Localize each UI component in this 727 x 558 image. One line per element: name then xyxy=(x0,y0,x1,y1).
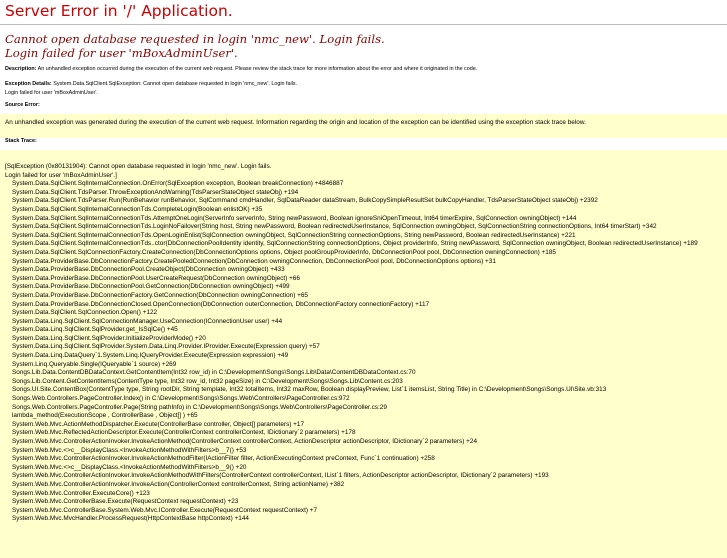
stack-trace-frame: lambda_method(ExecutionScope , ControllerBase , Object[] ) +65 xyxy=(12,412,198,420)
description-text: An unhandled exception occurred during the execution of the current web request. Please review the stack trace for more information about the error and where it originated in the code. xyxy=(37,66,478,72)
stack-trace-frame: System.Data.Linq.SqlClient.SqlProvider.get_IsSqlCe() +45 xyxy=(12,326,178,334)
stack-trace-frame: System.Web.Mvc.Controller.ExecuteCore() +123 xyxy=(12,489,150,497)
stack-trace-frame: System.Data.ProviderBase.DbConnectionFactory.CreatePooledConnection(DbConnection owningConnection, DbConnectionPool pool, DbConnectionOptions options) +31 xyxy=(12,257,496,265)
stack-trace-frame: System.Data.ProviderBase.DbConnectionPool.GetConnection(DbConnection owningObject) +499 xyxy=(12,283,290,291)
stack-trace-frame: System.Web.Mvc.ControllerBase.Execute(RequestContext requestContext) +23 xyxy=(12,498,239,506)
stack-trace-frame: System.Web.Mvc.ControllerActionInvoker.InvokeActionMethod(ControllerContext controllerContext, ActionDescriptor actionDescriptor, IDictionary`2 parameters) +24 xyxy=(12,438,477,445)
exception-details-label: Exception Details: xyxy=(5,81,52,87)
description-section xyxy=(5,65,477,74)
stack-trace-label: Stack Trace: xyxy=(5,138,37,144)
stack-trace-frame: System.Data.Linq.SqlClient.SqlProvider.System.Data.Linq.Provider.IProvider.Execute(Expression query) +57 xyxy=(12,343,320,351)
stack-trace-frame: System.Data.Linq.DataQuery`1.System.Linq.IQueryProvider.Execute(Expression expression) +49 xyxy=(12,352,289,360)
stack-trace-section xyxy=(5,137,37,146)
stack-trace-frame: System.Web.Mvc.<>c__DisplayClass.<InvokeActionMethodWithFilters>b__7() +53 xyxy=(12,446,247,454)
stack-trace-box xyxy=(0,150,727,558)
stack-trace-frame: System.Data.SqlClient.SqlInternalConnectionTds.LoginNoFailover(String host, String newPassword, Boolean redirectedUserInstance, SqlConnection owningObject, SqlConnectionString connectionOptions, Int64 timerStart) +342 xyxy=(12,223,657,231)
stack-trace-frame: System.Data.SqlClient.SqlInternalConnectionTds.OpenLoginEnlist(SqlConnection owningObject, SqlConnectionString connectionOptions, String newPassword, Boolean redirectedUserInstance) +221 xyxy=(12,231,576,239)
stack-trace-frame: System.Data.ProviderBase.DbConnectionPool.UserCreateRequest(DbConnection owningObject) +66 xyxy=(12,274,300,282)
stack-trace-frame: Songs.Lib.Data.ContentDBDataContext.GetContentItem(Int32 row_id) in C:\Development\Songs\Songs.Lib\Data\ContentDBDataContext.cs:70 xyxy=(12,369,416,377)
stack-trace-frame: System.Web.Mvc.MvcHandler.ProcessRequest(HttpContextBase httpContext) +144 xyxy=(12,515,249,523)
stack-trace-frame: System.Data.SqlClient.SqlConnection.Open() +122 xyxy=(12,309,158,317)
source-error-box xyxy=(0,114,727,138)
error-message xyxy=(5,33,385,60)
stack-trace-frame: System.Data.SqlClient.SqlInternalConnectionTds.CompleteLogin(Boolean enlistOK) +35 xyxy=(12,205,263,213)
stack-trace-frame: Songs.Web.Controllers.PageController.Index() in C:\Development\Songs\Songs.Web\Controllers\PageController.cs:972 xyxy=(12,395,350,403)
source-error-section xyxy=(5,101,40,110)
stack-trace-frame: System.Data.Linq.SqlClient.SqlProvider.InitializeProviderMode() +20 xyxy=(12,334,206,342)
stack-trace-frame: System.Web.Mvc.ControllerActionInvoker.InvokeAction(ControllerContext controllerContext, String actionName) +382 xyxy=(12,480,345,488)
stack-trace-frame: System.Web.Mvc.ReflectedActionDescriptor.Execute(ControllerContext controllerContext, IDictionary`2 parameters) +178 xyxy=(12,429,356,437)
stack-trace-frame: System.Data.SqlClient.SqlInternalConnectionTds..ctor(DbConnectionPoolIdentity identity, SqlConnectionString connectionOptions, Object providerInfo, String newPassword, SqlConnection owningObject, Boolean redirectedUserInstance) +189 xyxy=(12,240,698,248)
stack-trace-frame: System.Data.Linq.SqlClient.SqlConnectionManager.UseConnection(IConnectionUser user) +44 xyxy=(12,317,283,325)
stack-trace-frame: System.Data.SqlClient.SqlInternalConnection.OnError(SqlException exception, Boolean breakConnection) +4846887 xyxy=(12,180,344,188)
stack-trace-frame: System.Data.SqlClient.SqlInternalConnectionTds.AttemptOneLogin(ServerInfo serverInfo, String newPassword, Boolean ignoreSniOpenTimeout, Int64 timerExpire, SqlConnection owningObject) +144 xyxy=(12,214,577,222)
exception-details-text: System.Data.SqlClient.SqlException: Cannot open database requested in login 'nmc_new'. Login fails. xyxy=(53,81,298,87)
title-divider xyxy=(0,24,727,25)
exception-details-text: Login failed for user 'mBoxAdminUser'. xyxy=(5,89,98,96)
stack-trace-frame: System.Web.Mvc.ControllerBase.System.Web.Mvc.IController.Execute(RequestContext requestContext) +7 xyxy=(12,506,318,514)
stack-trace-frame: System.Web.Mvc.ControllerActionInvoker.InvokeActionMethodWithFilters(ControllerContext controllerContext, IList`1 filters, ActionDescriptor actionDescriptor, IDictionary`2 parameters) +193 xyxy=(12,472,549,480)
description-label: Description: xyxy=(5,66,37,72)
stack-trace-frame: System.Data.ProviderBase.DbConnectionPool.CreateObject(DbConnection owningObject) +433 xyxy=(12,266,285,274)
stack-trace-frame: Songs.Lib.Content.GetContentItems(ContentType type, Int32 row_id, Int32 pageSize) in C:\Development\Songs\Songs.Lib\Content.cs:203 xyxy=(12,377,403,385)
stack-trace-frame: System.Linq.Queryable.Single(IQueryable`1 source) +269 xyxy=(12,360,177,368)
stack-trace-frame: System.Data.ProviderBase.DbConnectionFactory.GetConnection(DbConnection owningConnection) +65 xyxy=(12,291,308,299)
stack-trace-frame: System.Data.SqlClient.TdsParser.Run(RunBehavior runBehavior, SqlCommand cmdHandler, SqlDataReader dataStream, BulkCopySimpleResultSet bulkCopyHandler, TdsParserStateObject stateObj) +2392 xyxy=(12,197,598,205)
stack-trace-frame: System.Data.ProviderBase.DbConnectionClosed.OpenConnection(DbConnection outerConnection, DbConnectionFactory connectionFactory) +117 xyxy=(12,300,430,308)
stack-trace-header-line: Login failed for user 'mBoxAdminUser'.] xyxy=(5,171,117,179)
exception-details-section xyxy=(5,80,297,97)
error-message-line: Cannot open database requested in login 'nmc_new'. Login fails. xyxy=(5,32,385,46)
stack-trace-frame: System.Data.SqlClient.SqlConnectionFactory.CreateConnection(DbConnectionOptions options, Object poolGroupProviderInfo, DbConnectionPool pool, DbConnection owningConnection) +185 xyxy=(12,248,556,256)
stack-trace-frame: Songs.Web.Controllers.PageController.Page(String pathInfo) in C:\Development\Songs\Songs.Web\Controllers\PageController.cs:29 xyxy=(12,403,387,411)
stack-trace-frame: System.Web.Mvc.ControllerActionInvoker.InvokeActionMethodFilter(IActionFilter filter, ActionExecutingContext preContext, Func`1 continuation) +258 xyxy=(12,455,435,463)
page-title: Server Error in '/' Application. xyxy=(5,2,233,20)
stack-trace-frame: System.Web.Mvc.ActionMethodDispatcher.Execute(ControllerBase controller, Object[] parameters) +17 xyxy=(12,420,305,428)
stack-trace-frame: System.Web.Mvc.<>c__DisplayClass.<InvokeActionMethodWithFilters>b__9() +20 xyxy=(12,463,247,471)
source-error-label: Source Error: xyxy=(5,102,40,108)
stack-trace-frame: System.Data.SqlClient.TdsParser.ThrowExceptionAndWarning(TdsParserStateObject stateObj) +194 xyxy=(12,188,299,196)
stack-trace-header-line: [SqlException (0x80131904): Cannot open database requested in login 'nmc_new'. Login fails. xyxy=(5,163,272,170)
source-error-text: An unhandled exception was generated during the execution of the current web request. Information regarding the origin and location of the exception can be identified using the exception stack trace below. xyxy=(5,119,586,126)
stack-trace-frame: Songs.UI.Site.ContentBox(ContentType type, String rootDir, String template, Int32 totalItems, Int32 maxRow, Boolean displayPreview, List`1 itemsList, String Title) in C:\Development\Songs\Songs.UI\Site.vb:313 xyxy=(12,386,607,394)
stack-trace-frames xyxy=(0,180,727,524)
error-message-line: Login failed for user 'mBoxAdminUser'. xyxy=(5,45,238,60)
